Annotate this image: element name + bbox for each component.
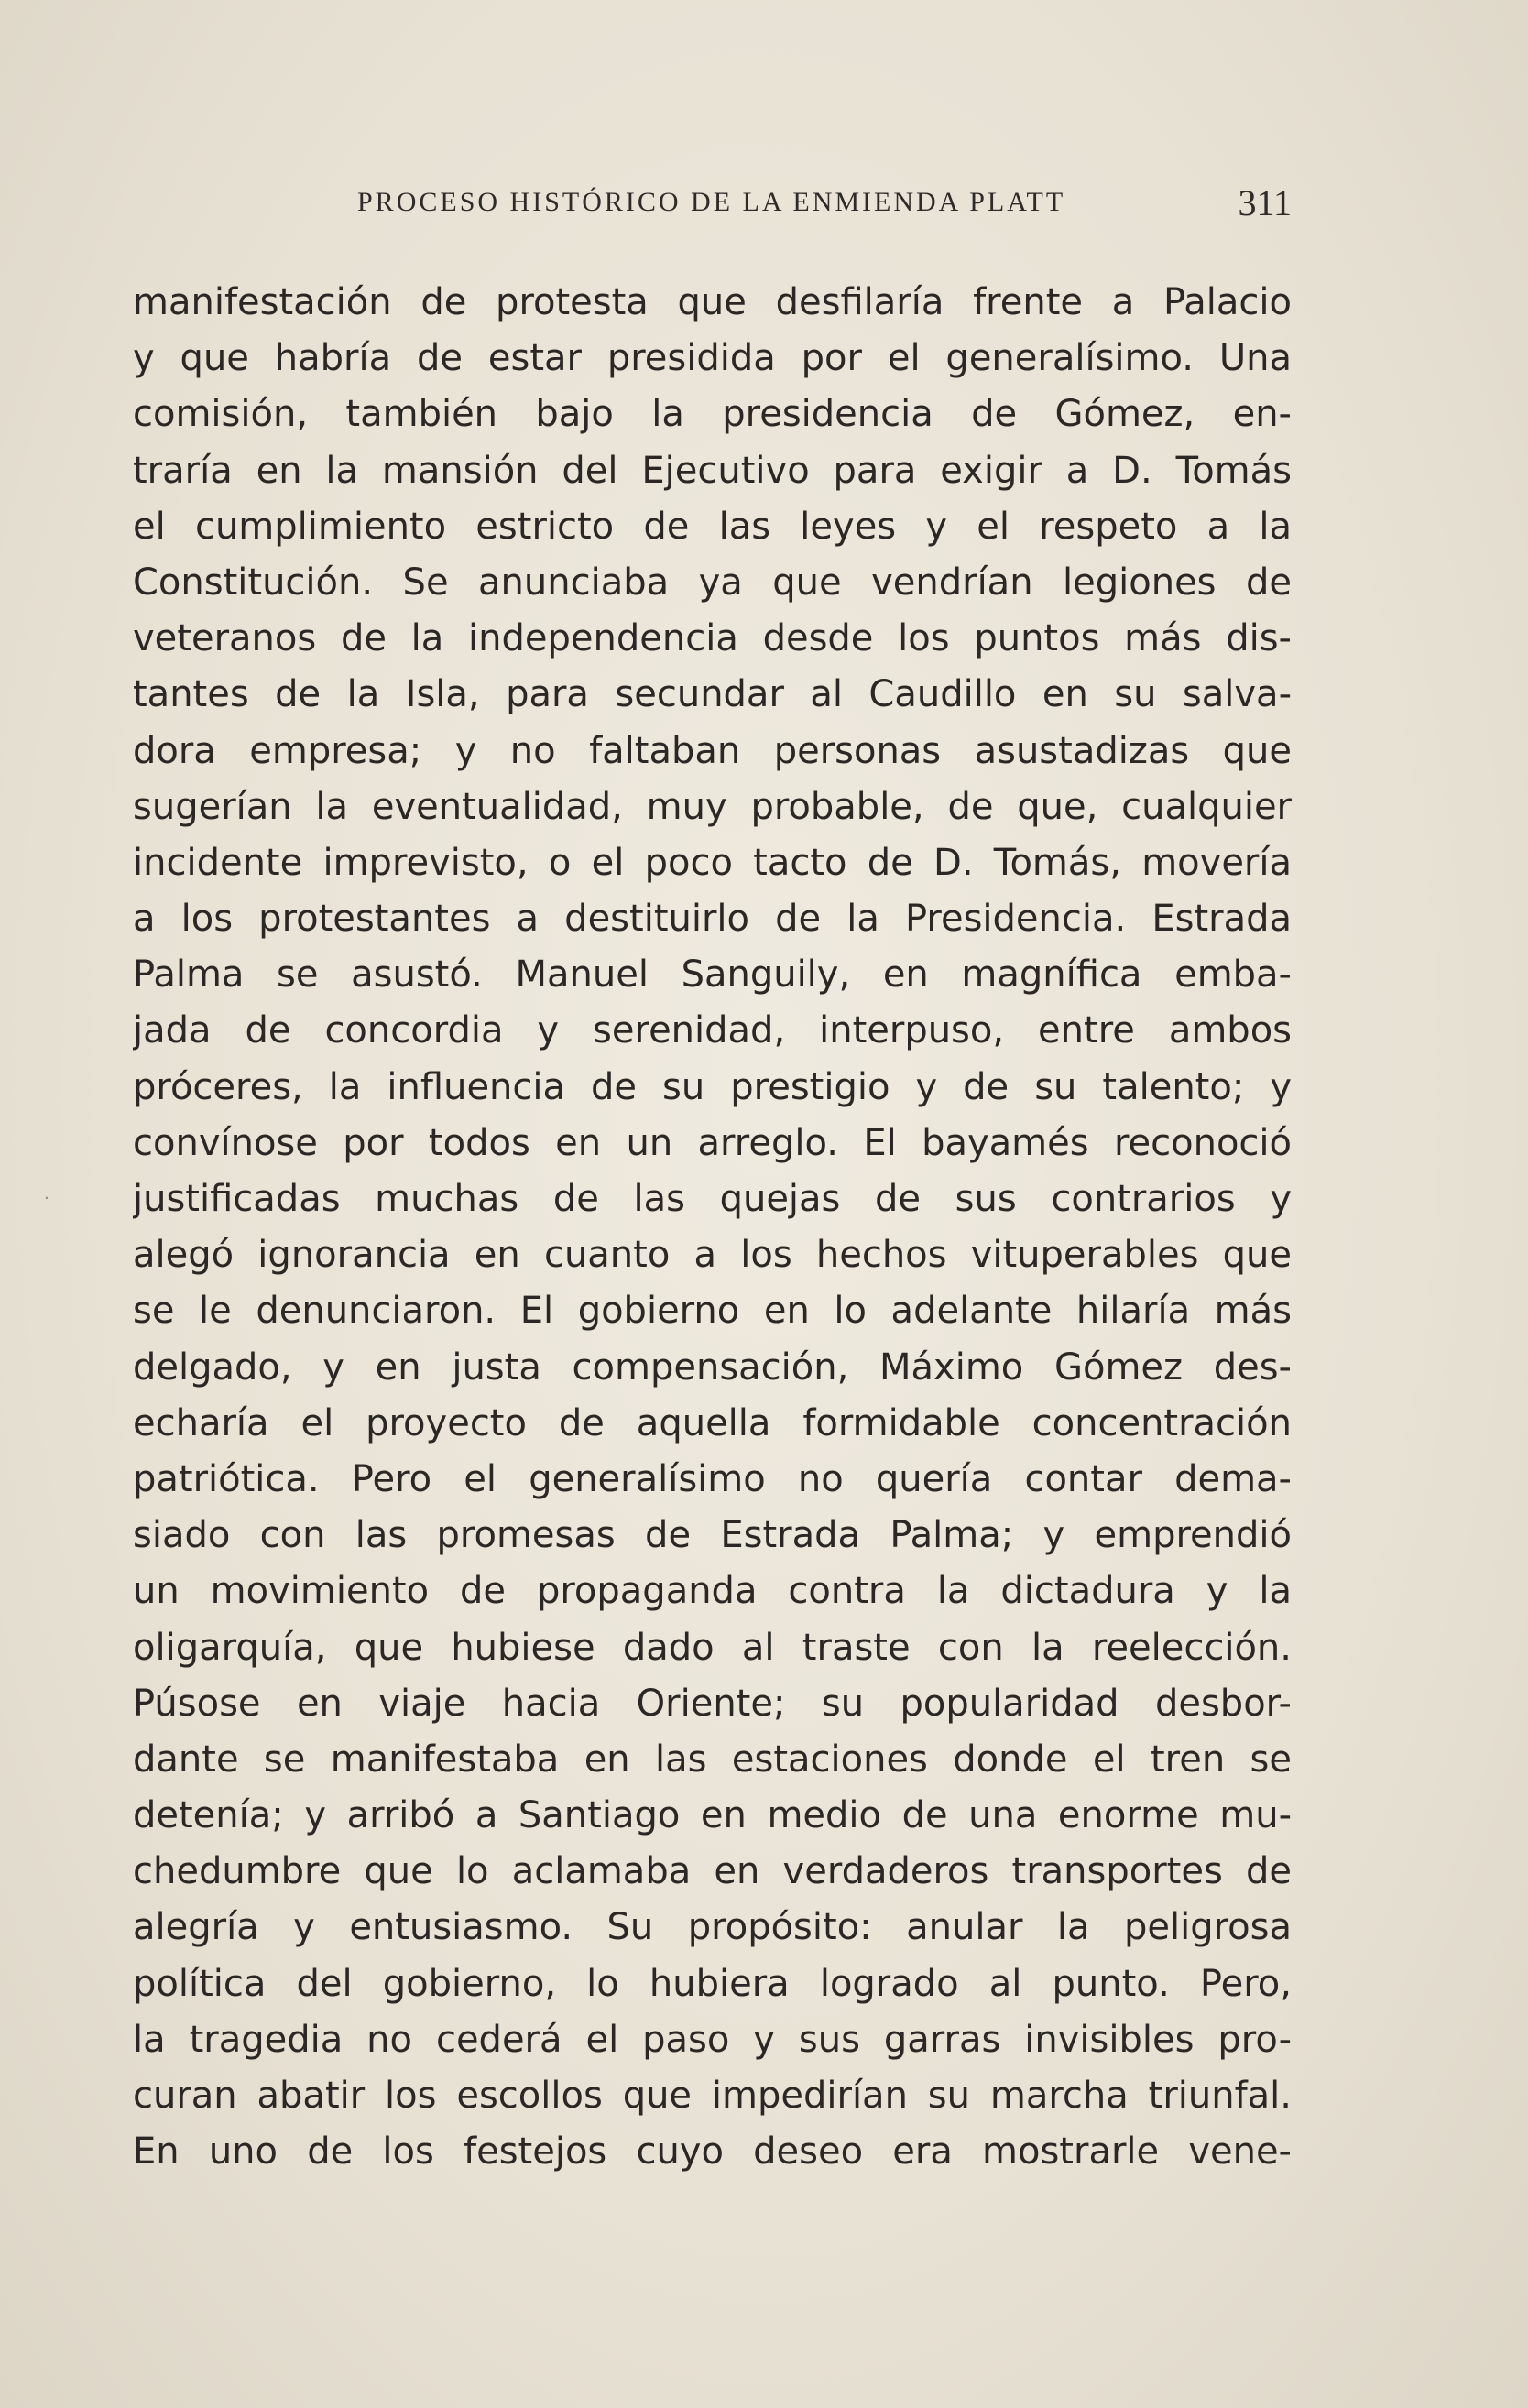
text-line: incidente imprevisto, o el poco tacto de D. Tomás, movería <box>133 841 1292 884</box>
text-line: jada de concordia y serenidad, interpuso, entre ambos <box>133 1009 1292 1052</box>
text-line: curan abatir los escollos que impedirían su marcha triunfal. <box>133 2075 1292 2117</box>
text-line: veteranos de la independencia desde los puntos más dis- <box>133 617 1292 660</box>
text-line: la tragedia no cederá el paso y sus garras invisibles pro- <box>133 2018 1292 2061</box>
text-line: echaría el proyecto de aquella formidable concentración <box>133 1401 1292 1444</box>
text-line: próceres, la influencia de su prestigio y de su talento; y <box>133 1065 1292 1108</box>
body-text <box>133 275 1292 2180</box>
text-line: delgado, y en justa compensación, Máximo Gómez des- <box>133 1346 1292 1389</box>
text-line: comisión, también bajo la presidencia de Gómez, en- <box>133 393 1292 436</box>
page-number: 311 <box>1238 182 1292 223</box>
text-line: a los protestantes a destituirlo de la Presidencia. Estrada <box>133 898 1292 941</box>
text-line: un movimiento de propaganda contra la dictadura y la <box>133 1570 1292 1613</box>
text-line: dora empresa; y no faltaban personas asustadizas que <box>133 729 1292 772</box>
text-line: oligarquía, que hubiese dado al traste con la reelección. <box>133 1626 1292 1669</box>
text-line: alegría y entusiasmo. Su propósito: anular la peligrosa <box>133 1906 1292 1949</box>
text-line: alegó ignorancia en cuanto a los hechos vituperables que <box>133 1234 1292 1277</box>
text-line: dante se manifestaba en las estaciones donde el tren se <box>133 1738 1292 1781</box>
text-line: Constitución. Se anunciaba ya que vendrían legiones de <box>133 561 1292 604</box>
text-line: justificadas muchas de las quejas de sus contrarios y <box>133 1178 1292 1220</box>
ink-smudge-mark: · <box>44 1189 49 1208</box>
text-line: sugerían la eventualidad, muy probable, de que, cualquier <box>133 785 1292 828</box>
page-header <box>133 181 1292 236</box>
text-line: Púsose en viaje hacia Oriente; su popularidad desbor- <box>133 1682 1292 1725</box>
text-line: Palma se asustó. Manuel Sanguily, en magnífica emba- <box>133 953 1292 997</box>
text-line: convínose por todos en un arreglo. El bayamés reconoció <box>133 1121 1292 1164</box>
text-line: siado con las promesas de Estrada Palma; y emprendió <box>133 1514 1292 1557</box>
text-line: política del gobierno, lo hubiera logrado al punto. Pero, <box>133 1962 1292 2005</box>
text-line: el cumplimiento estricto de las leyes y el respeto a la <box>133 505 1292 548</box>
text-line: traría en la mansión del Ejecutivo para exigir a D. Tomás <box>133 449 1292 492</box>
text-line: se le denunciaron. El gobierno en lo adelante hilaría más <box>133 1290 1292 1333</box>
text-line: y que habría de estar presidida por el generalísimo. Una <box>133 337 1292 380</box>
running-title: PROCESO HISTÓRICO DE LA ENMIENDA PLATT <box>357 187 1066 217</box>
text-line: detenía; y arribó a Santiago en medio de una enorme mu- <box>133 1794 1292 1837</box>
text-line: tantes de la Isla, para secundar al Caudillo en su salva- <box>133 673 1292 716</box>
text-line: manifestación de protesta que desfilaría frente a Palacio <box>133 281 1292 323</box>
text-line: patriótica. Pero el generalísimo no quería contar dema- <box>133 1457 1292 1500</box>
text-line: En uno de los festejos cuyo deseo era mostrarle vene- <box>133 2130 1292 2174</box>
text-line: chedumbre que lo aclamaba en verdaderos transportes de <box>133 1850 1292 1893</box>
